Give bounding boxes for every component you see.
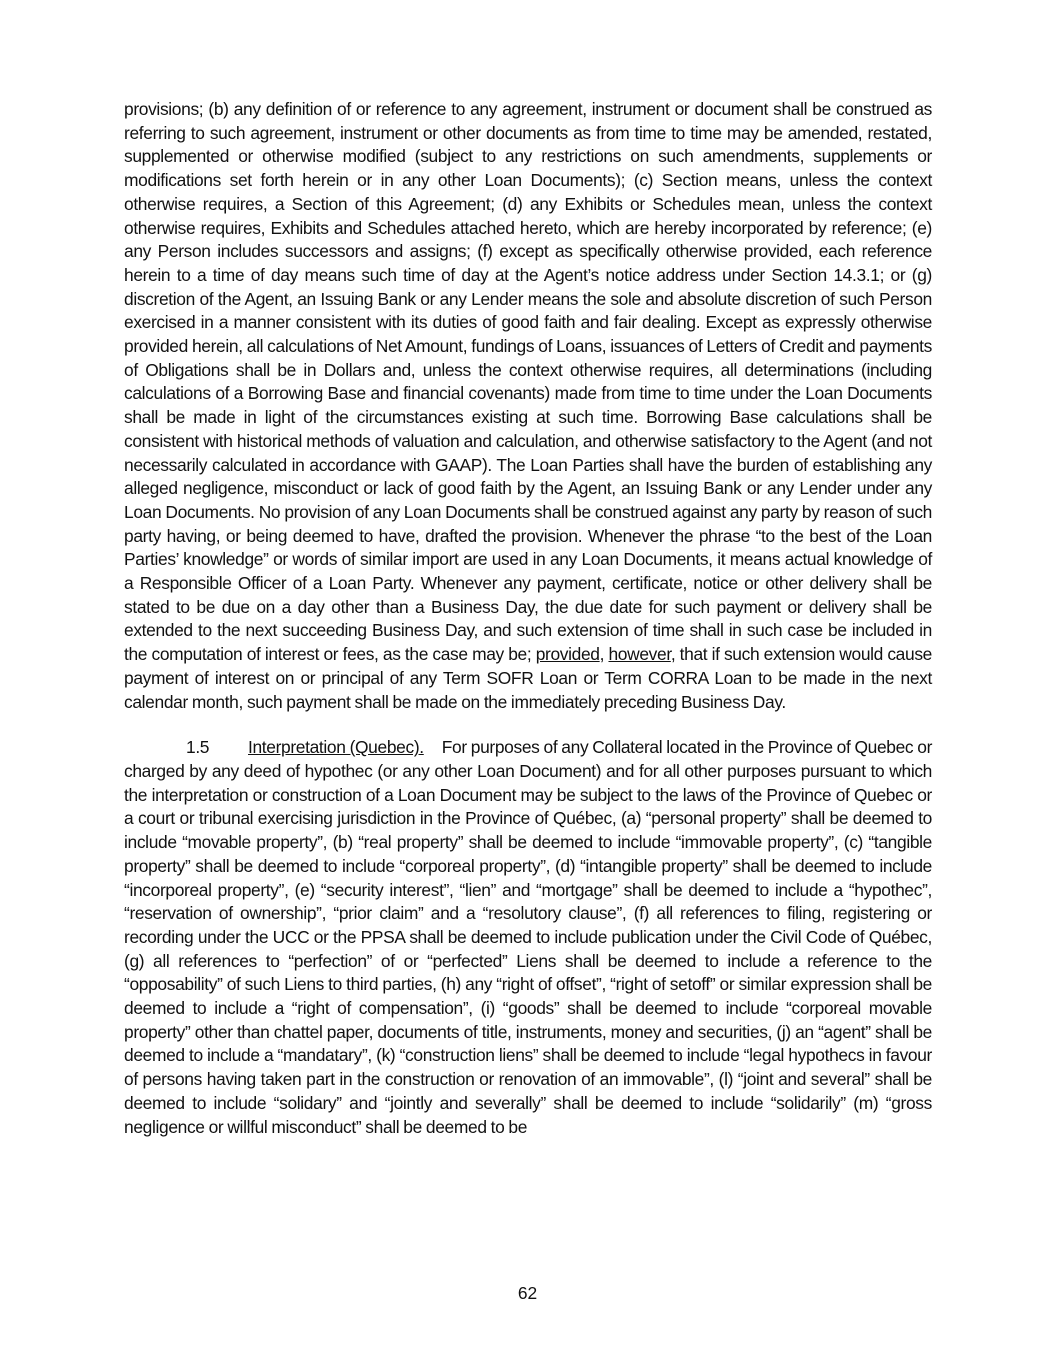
however-term: however xyxy=(608,644,671,665)
section-body: For purposes of any Collateral located in the Province of Quebec or charged by any deed of hypothec (or any other Loan Document) and for all other purposes pursuant to which the interpretation or construction of a Loan Document may be subject to the laws of the Province of Quebec or a court or tribunal exercising jurisdiction in the Province of Québec, (a) “personal property” shall be deemed to include “movable property”, (b) “real property” shall be deemed to include “immovable property”, (c) “tangible property” shall be deemed to include “corporeal property”, (d) “intangible property” shall be deemed to include “incorporeal property”, (e) “security interest”, “lien” and “mortgage” shall be deemed to include a “hypothec”, “reservation of ownership”, “prior claim” and a “resolutory clause”, (f) all references to filing, registering or recording under the UCC or the PPSA shall be deemed to include publication under the Civil Code of Québec, (g) all references to “perfection” of or “perfected” Liens shall be deemed to include a reference to the “opposability” of such Liens to third parties, (h) any “right of offset”, “right of setoff” or similar expression shall be deemed to include a “right of compensation”, (i) “goods” shall be deemed to include “corporeal movable property” other than chattel paper, documents of title, instruments, money and securities, (j) an “agent” shall be deemed to include a “mandatary”, (k) “construction liens” shall be deemed to include “legal hypothecs in favour of persons having taken part in the construction or renovation of an immovable”, (l) “joint and several” shall be deemed to include “solidary” and “jointly and severally” shall be deemed to include “solidarily” (m) “gross negligence or willful misconduct” shall be deemed to be xyxy=(124,737,933,1137)
provided-term: provided xyxy=(535,644,600,665)
document-page xyxy=(124,98,932,1139)
term-separator: , xyxy=(599,644,609,665)
page-number: 62 xyxy=(517,1283,538,1303)
paragraph-interpretation-general xyxy=(124,98,932,714)
paragraph-text-end: , that if such extension would cause payment of interest on or principal of any Term SOFR Loan or Term CORRA Loan to be made in the next calendar month, such payment shall be made on the immediately preceding Business Day. xyxy=(124,644,932,712)
section-title: Interpretation (Quebec). xyxy=(248,737,424,758)
section-1-5-paragraph xyxy=(124,736,932,1139)
paragraph-text: provisions; (b) any definition of or reference to any agreement, instrument or document shall be construed as referring to such agreement, instrument or other documents as from time to time may be amended, restated, supplemented or otherwise modified (subject to any restrictions on such amendments, supplements or modifications set forth herein or in any other Loan Documents); (c) Section means, unless the context otherwise requires, a Section of this Agreement; (d) any Exhibits or Schedules mean, unless the context otherwise requires, Exhibits and Schedules attached hereto, which are hereby incorporated by reference; (e) any Person includes successors and assigns; (f) except as specifically otherwise provided, each reference herein to a time of day means such time of day at the Agent’s notice address under Section 14.3.1; or (g) discretion of the Agent, an Issuing Bank or any Lender means the sole and absolute discretion of such Person exercised in a manner consistent with its duties of good faith and fair dealing. Except as expressly otherwise provided herein, all calculations of Net Amount, fundings of Loans, issuances of Letters of Credit and payments of Obligations shall be in Dollars and, unless the context otherwise requires, all determinations (including calculations of a Borrowing Base and financial covenants) made from time to time under the Loan Documents shall be made in light of the circumstances existing at such time. Borrowing Base calculations shall be consistent with historical methods of valuation and calculation, and otherwise satisfactory to the Agent (and not necessarily calculated in accordance with GAAP). The Loan Parties shall have the burden of establishing any alleged negligence, misconduct or lack of good faith by the Agent, an Issuing Bank or any Lender under any Loan Documents. No provision of any Loan Documents shall be construed against any party by reason of such party having, or being deemed to have, drafted the provision. Whenever the phrase “to the best of the Loan Parties’ knowledge” or words of similar import are used in any Loan Documents, it means actual knowledge of a Responsible Officer of a Loan Party. Whenever any payment, certificate, notice or other delivery shall be stated to be due on a day other than a Business Day, the due date for such payment or delivery shall be extended to the next succeeding Business Day, and such extension of time shall in such case be included in the computation of interest or fees, as the case may be; xyxy=(124,99,932,665)
section-number: 1.5 xyxy=(186,737,210,758)
